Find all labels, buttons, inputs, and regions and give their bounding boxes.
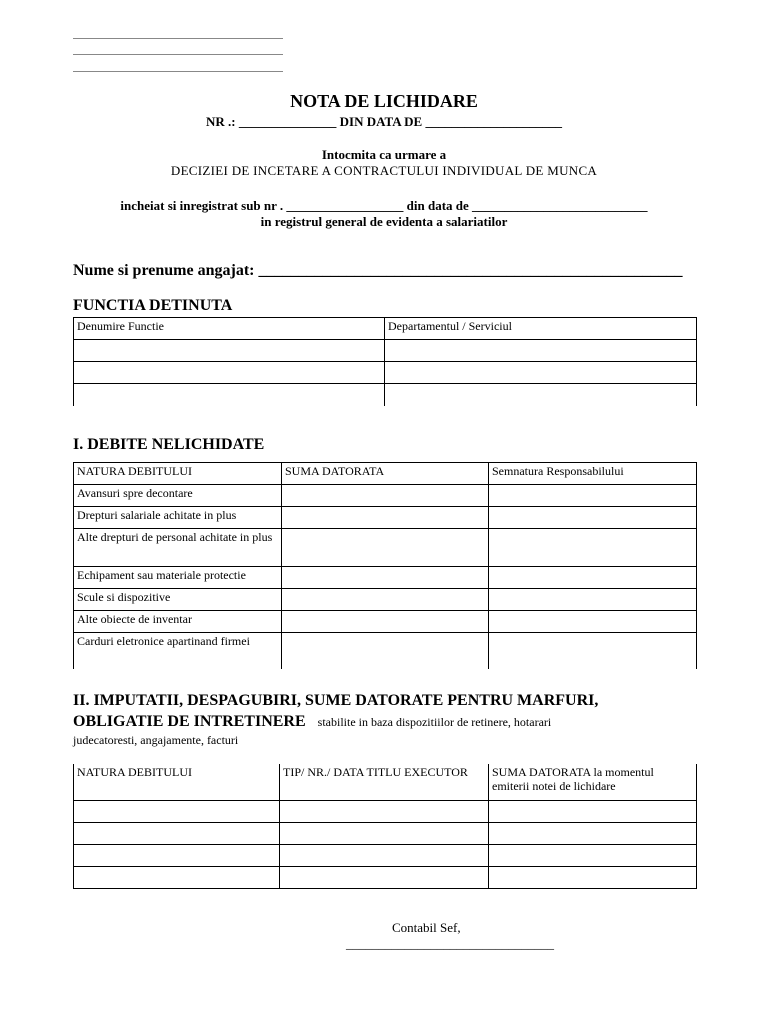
document-title: NOTA DE LICHIDARE	[290, 91, 478, 111]
table-cell[interactable]	[74, 866, 280, 888]
table-cell[interactable]	[280, 822, 489, 844]
debite-col-semnatura: Semnatura Responsabilului	[489, 463, 697, 485]
functia-heading: FUNCTIA DETINUTA	[73, 297, 233, 314]
table-cell[interactable]	[282, 589, 489, 611]
table-cell[interactable]	[74, 384, 385, 406]
imputatii-table	[73, 764, 697, 889]
table-cell[interactable]	[282, 485, 489, 507]
nr-date-line: NR .: _______________ DIN DATA DE _____________________	[206, 114, 562, 129]
registru-text: in registrul general de evidenta a salariatilor	[260, 214, 508, 229]
intocmita-text: Intocmita ca urmare a	[321, 147, 447, 162]
imputatii-heading-line1: II. IMPUTATII, DESPAGUBIRI, SUME DATORATE PENTRU MARFURI,	[73, 692, 599, 709]
table-cell[interactable]	[385, 362, 697, 384]
table-cell[interactable]	[280, 844, 489, 866]
debite-col-suma: SUMA DATORATA	[282, 463, 489, 485]
debit-row-label: Echipament sau materiale protectie	[74, 567, 282, 589]
header-line-2	[73, 54, 283, 55]
table-cell[interactable]	[489, 844, 697, 866]
table-cell[interactable]	[489, 633, 697, 669]
table-cell[interactable]	[489, 611, 697, 633]
functia-col-departament: Departamentul / Serviciul	[385, 318, 697, 340]
table-cell[interactable]	[489, 800, 697, 822]
debite-table	[73, 462, 697, 669]
table-cell[interactable]	[489, 507, 697, 529]
table-cell[interactable]	[489, 485, 697, 507]
signature-line[interactable]: ________________________________	[346, 936, 554, 951]
table-cell[interactable]	[282, 507, 489, 529]
table-cell[interactable]	[74, 362, 385, 384]
table-cell[interactable]	[74, 340, 385, 362]
header-line-1	[73, 38, 283, 39]
table-cell[interactable]	[282, 611, 489, 633]
table-cell[interactable]	[74, 844, 280, 866]
table-cell[interactable]	[280, 866, 489, 888]
debit-row-label: Scule si dispozitive	[74, 589, 282, 611]
debit-row-label: Alte obiecte de inventar	[74, 611, 282, 633]
debit-row-label: Drepturi salariale achitate in plus	[74, 507, 282, 529]
table-cell[interactable]	[282, 567, 489, 589]
table-cell[interactable]	[74, 822, 280, 844]
table-cell[interactable]	[385, 384, 697, 406]
imputatii-col-suma: SUMA DATORATA la momentul emiterii notei de lichidare	[489, 764, 697, 800]
imputatii-subtext: stabilite in baza dispozitiilor de retinere, hotarari	[317, 715, 552, 729]
imputatii-col-natura: NATURA DEBITULUI	[74, 764, 280, 800]
incheiat-text: incheiat si inregistrat sub nr . __________________ din data de ___________________________	[120, 198, 648, 213]
imputatii-subtext-2: judecatoresti, angajamente, facturi	[73, 733, 239, 747]
table-cell[interactable]	[489, 567, 697, 589]
table-cell[interactable]	[282, 529, 489, 567]
table-cell[interactable]	[489, 866, 697, 888]
nume-prenume-field[interactable]: Nume si prenume angajat: _____________________________________________________	[73, 262, 683, 279]
functia-col-denumire: Denumire Functie	[74, 318, 385, 340]
debit-row-label: Alte drepturi de personal achitate in plus	[74, 529, 282, 567]
table-cell[interactable]	[74, 800, 280, 822]
imputatii-heading-line2: OBLIGATIE DE INTRETINERE	[73, 713, 306, 730]
table-cell[interactable]	[280, 800, 489, 822]
debite-heading: I. DEBITE NELICHIDATE	[73, 436, 265, 453]
imputatii-col-titlu: TIP/ NR./ DATA TITLU EXECUTOR	[280, 764, 489, 800]
table-cell[interactable]	[385, 340, 697, 362]
debite-col-natura: NATURA DEBITULUI	[74, 463, 282, 485]
decizie-text: DECIZIEI DE INCETARE A CONTRACTULUI INDIVIDUAL DE MUNCA	[170, 163, 598, 178]
functia-table	[73, 317, 697, 406]
table-cell[interactable]	[489, 822, 697, 844]
table-cell[interactable]	[282, 633, 489, 669]
contabil-sef-label: Contabil Sef,	[392, 920, 461, 935]
debit-row-label: Avansuri spre decontare	[74, 485, 282, 507]
header-line-3	[73, 71, 283, 72]
debit-row-label: Carduri eletronice apartinand firmei	[74, 633, 282, 669]
table-cell[interactable]	[489, 529, 697, 567]
table-cell[interactable]	[489, 589, 697, 611]
imputatii-heading-line2-wrap	[73, 713, 703, 731]
